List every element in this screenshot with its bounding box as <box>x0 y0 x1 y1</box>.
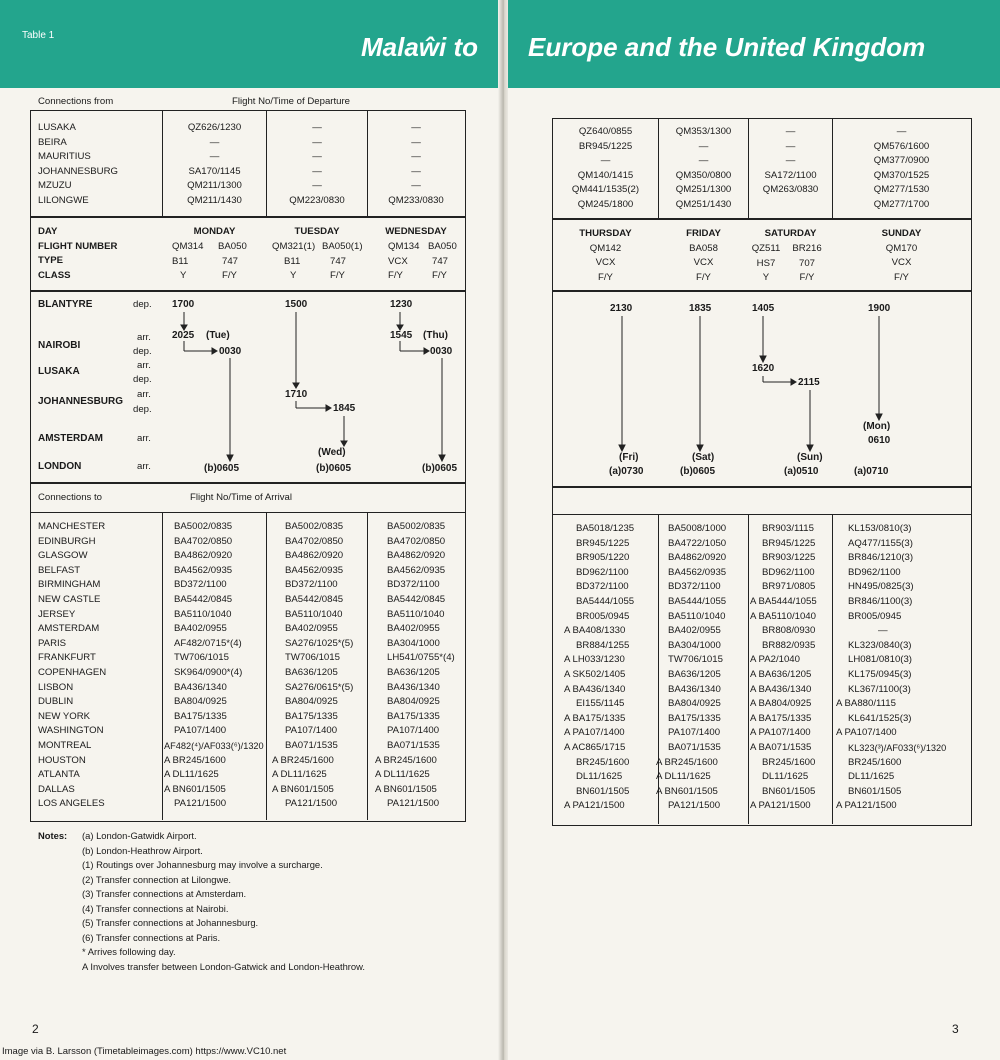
to-cities-list: MANCHESTER EDINBURGH GLASGOW BELFAST BIRMINGHAM NEW CASTLE JERSEY AMSTERDAM PARIS FRANKFURT COPENHAGEN LISBON DUBLIN NEW YORK WASHINGTON MONTREAL HOUSTON ATLANTA DALLAS LOS ANGELES <box>38 521 107 810</box>
dep-mark: dep. <box>133 404 152 415</box>
saturday-flight-a: QZ511 HS7 Y <box>751 243 781 284</box>
sunday-day: (Mon) <box>863 421 891 432</box>
page-title-left: Malaŵi to <box>360 32 478 62</box>
arr-mark: arr. <box>137 360 151 371</box>
page-number-right: 3 <box>952 1022 959 1036</box>
monday-london-arr: (b)0605 <box>204 463 240 474</box>
saturday-jnb-arr: 1620 <box>752 363 775 374</box>
departure-heading: Flight No/Time of Departure <box>232 96 351 107</box>
wednesday-nairobi-day: (Thu) <box>423 330 448 341</box>
flight-info-labels: DAY FLIGHT NUMBER TYPE CLASS <box>38 226 118 281</box>
tuesday-blantyre-dep: 1500 <box>285 299 308 310</box>
wednesday-nairobi-dep: 0030 <box>430 346 453 357</box>
thursday-arr: (a)0730 <box>609 466 644 477</box>
dep-mark: dep. <box>133 299 152 310</box>
notes-label: Notes: <box>38 830 68 841</box>
station-blantyre: BLANTYRE <box>38 299 93 310</box>
from-tuesday-col: — — — — — QM223/0830 <box>289 122 345 206</box>
from-friday-col: QM353/1300 — — QM350/0800 QM251/1300 QM251/1430 <box>675 126 732 210</box>
wednesday-london-arr: (b)0605 <box>422 463 458 474</box>
sunday-dep: 1900 <box>868 303 891 314</box>
page-title-right: Europe and the United Kingdom <box>528 32 926 62</box>
connections-from-heading: Connections from <box>38 96 114 107</box>
image-credit: Image via B. Larsson (Timetableimages.com) https://www.VC10.net <box>2 1046 287 1057</box>
saturday-arr: (a)0510 <box>784 466 819 477</box>
monday-blantyre-dep: 1700 <box>172 299 195 310</box>
dep-mark: dep. <box>133 346 152 357</box>
arr-mark: arr. <box>137 389 151 400</box>
wednesday-nairobi-arr: 1545 <box>390 330 413 341</box>
to-tuesday-col: BA5002/0835 BA4702/0850 BA4862/0920 BA4562/0935 BD372/1100 BA5442/0845 BA5110/1040 BA402/0955 SA276/1025*(5) TW706/1015 BA636/1205 SA276/0615*(5) BA804/0925 BA175/1335 PA107/1400 BA071/1535 A BR245/1600 A DL11/1625 A BN601/1505 PA121/1500 <box>272 521 354 810</box>
saturday-jnb-dep: 2115 <box>798 377 820 388</box>
saturday-day: (Sun) <box>797 452 823 463</box>
to-sunday-col: KL153/0810(3) AQ477/1155(3) BR846/1210(3) BD962/1100 HN495/0825(3) BR846/1100(3) BR005/0945 — KL323/0840(3) LH081/0810(3) KL175/0945(3) KL367/1100(3) A BA880/1115 KL641/1525(3) A PA107/1400 KL323(³)/AF033(⁶)/1320 BR245/1600 DL11/1625 BN601/1505 A PA121/1500 <box>836 523 947 812</box>
sunday-arr: (a)0710 <box>854 466 889 477</box>
arr-mark: arr. <box>137 461 151 472</box>
from-cities-list: LUSAKA BEIRA MAURITIUS JOHANNESBURG MZUZU LILONGWE <box>38 122 118 206</box>
from-saturday-col: — — — SA172/1100 QM263/0830 <box>762 126 819 196</box>
monday-flight-a: QM314 B11 Y <box>172 241 204 282</box>
notes-section: Notes: (a) London-Gatwidk Airport. (b) London-Heathrow Airport. (1) Routings over Johannesburg may involve a surcharge. (2) Transfer connection at Lilongwe. (3) Transfer connections at Amsterdam. (4) Transfer connections at Nairobi. (5) Transfer connections at Johannesburg. (6) Transfer connections at Paris. * Arrives following day. A Involves transfer between London-Gatwick and London-Heathrow. <box>38 830 365 972</box>
arr-mark: arr. <box>137 332 151 343</box>
monday-nairobi-day: (Tue) <box>206 330 230 341</box>
tuesday-jnb-arr: 1710 <box>285 389 308 400</box>
sunday-ams: 0610 <box>868 435 891 446</box>
tuesday-london-arr: (b)0605 <box>316 463 352 474</box>
to-friday-col: BA5008/1000 BA4722/1050 BA4862/0920 BA4562/0935 BD372/1100 BA5444/1055 BA5110/1040 BA402/0955 BA304/1000 TW706/1015 BA636/1205 BA436/1340 BA804/0925 BA175/1335 PA107/1400 BA071/1535 A BR245/1600 A DL11/1625 A BN601/1505 PA121/1500 <box>656 523 727 812</box>
monday-flight-b: BA050 747 F/Y <box>218 241 247 282</box>
day-wednesday: WEDNESDAY <box>385 226 447 237</box>
friday-day: (Sat) <box>692 452 715 463</box>
station-nairobi: NAIROBI <box>38 340 81 351</box>
station-johannesburg: JOHANNESBURG <box>38 396 124 407</box>
right-page <box>508 0 1000 1060</box>
arr-mark: arr. <box>137 433 151 444</box>
arrival-heading: Flight No/Time of Arrival <box>190 492 293 503</box>
table-label: Table 1 <box>22 30 55 41</box>
wednesday-flight-a: QM134 VCX F/Y <box>388 241 420 282</box>
station-amsterdam: AMSTERDAM <box>38 433 103 444</box>
station-london: LONDON <box>38 461 82 472</box>
monday-nairobi-dep: 0030 <box>219 346 242 357</box>
thursday-flight-info: THURSDAY QM142 VCX F/Y <box>579 228 632 283</box>
connections-to-heading: Connections to <box>38 492 102 503</box>
tuesday-flight-b: BA050(1) 747 F/Y <box>322 241 363 282</box>
day-saturday: SATURDAY <box>764 228 817 239</box>
station-lusaka: LUSAKA <box>38 366 80 377</box>
wednesday-flight-b: BA050 747 F/Y <box>428 241 457 282</box>
sunday-flight-info: SUNDAY QM170 VCX F/Y <box>881 228 922 283</box>
thursday-day: (Fri) <box>619 452 639 463</box>
friday-dep: 1835 <box>689 303 712 314</box>
from-monday-col: QZ626/1230 — — SA170/1145 QM211/1300 QM211/1430 <box>187 122 242 206</box>
friday-arr: (b)0605 <box>680 466 716 477</box>
day-tuesday: TUESDAY <box>294 226 340 237</box>
wednesday-blantyre-dep: 1230 <box>390 299 413 310</box>
saturday-dep: 1405 <box>752 303 775 314</box>
friday-flight-info: FRIDAY BA058 VCX F/Y <box>686 228 721 283</box>
to-monday-col: BA5002/0835 BA4702/0850 BA4862/0920 BA4562/0935 BD372/1100 BA5442/0845 BA5110/1040 BA402/0955 AF482/0715*(4) TW706/1015 SK964/0900*(4) BA436/1340 BA804/0925 BA175/1335 PA107/1400 AF482(⁴)/AF033(⁶)/1320 A BR245/1600 A DL11/1625 A BN601/1505 PA121/1500 <box>164 521 264 810</box>
monday-nairobi-arr: 2025 <box>172 330 195 341</box>
tuesday-london-day: (Wed) <box>318 447 346 458</box>
dep-mark: dep. <box>133 374 152 385</box>
to-thursday-col: BA5018/1235 BR945/1225 BR905/1220 BD962/1100 BD372/1100 BA5444/1055 BR005/0945 A BA408/1330 BR884/1255 A LH033/1230 A SK502/1405 A BA436/1340 EI155/1145 A BA175/1335 A PA107/1400 A AC865/1715 BR245/1600 DL11/1625 BN601/1505 A PA121/1500 <box>564 523 635 812</box>
from-sunday-col: — QM576/1600 QM377/0900 QM370/1525 QM277/1530 QM277/1700 <box>873 126 930 210</box>
tuesday-jnb-dep: 1845 <box>333 403 356 414</box>
to-saturday-col: BR903/1115 BR945/1225 BR903/1225 BD962/1100 BR971/0805 A BA5444/1055 A BA5110/1040 BR808/0930 BR882/0935 A PA2/1040 A BA636/1205 A BA436/1340 A BA804/0925 A BA175/1335 A PA107/1400 A BA071/1535 BR245/1600 DL11/1625 BN601/1505 A PA121/1500 <box>750 523 817 812</box>
from-wednesday-col: — — — — — QM233/0830 <box>388 122 444 206</box>
from-thursday-col: QZ640/0855 BR945/1225 — QM140/1415 QM441/1535(2) QM245/1800 <box>571 126 640 210</box>
day-monday: MONDAY <box>193 226 236 237</box>
saturday-flight-b: BR216 707 F/Y <box>792 243 822 284</box>
to-wednesday-col: BA5002/0835 BA4702/0850 BA4862/0920 BA4562/0935 BD372/1100 BA5442/0845 BA5110/1040 BA402/0955 BA304/1000 LH541/0755*(4) BA636/1205 BA436/1340 BA804/0925 BA175/1335 PA107/1400 BA071/1535 A BR245/1600 A DL11/1625 A BN601/1505 PA121/1500 <box>375 521 455 810</box>
page-number-left: 2 <box>32 1022 39 1036</box>
thursday-dep: 2130 <box>610 303 633 314</box>
tuesday-flight-a: QM321(1) B11 Y <box>272 241 316 282</box>
